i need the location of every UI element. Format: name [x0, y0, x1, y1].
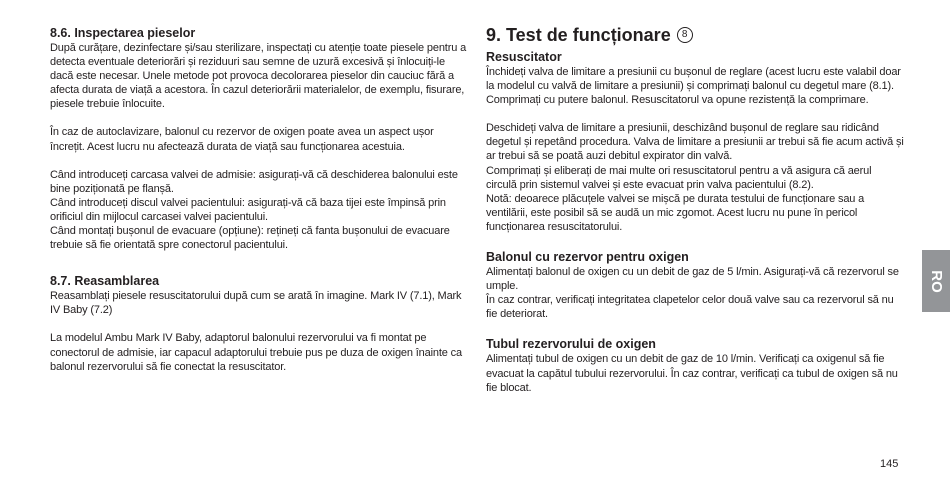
resuscitator-paragraph-1: Închideți valva de limitare a presiunii cu bușonul de reglare (acest lucru este valabil doar la modelul cu valvă de limitare a presiunii) și comprimați balonul cu degetul mare (8.1). Comprimați cu putere balonul. Resuscitatorul va opune rezistență la comprimare.	[486, 66, 901, 107]
resuscitator-paragraph-3: Comprimați și eliberați de mai multe ori resuscitatorul pentru a vă asigura că aerul circulă prin sistemul valvei și este evacuat prin valva pacientului (8.2).	[486, 164, 872, 191]
language-tab-label: RO	[927, 269, 945, 293]
section-8-7-heading: 8.7. Reasamblarea	[50, 274, 160, 289]
circled-number-icon: 8	[677, 27, 693, 43]
section-8-7-paragraph-2: La modelul Ambu Mark IV Baby, adaptorul balonului rezervorului va fi montat pe conectorul de admisie, iar capacul adaptorului trebuie pus pe duza de oxigen înainte ca balonul rezervorului să fie conectat la resuscitator.	[50, 332, 462, 373]
section-8-6-paragraph-3a: Când introduceți carcasa valvei de admisie: asigurați-vă că deschiderea balonului este bine poziționată pe flanșă.	[50, 168, 458, 195]
section-8-6-paragraph-1: După curățare, dezinfectare și/sau sterilizare, inspectați cu atenție toate piesele pentru a detecta eventuale deteriorări și reziduuri sau semne de uzură excesivă și înlocuiți-le dacă este necesar. Unele metode pot provoca decolorarea pieselor din cauciuc fără a afecta durata de viață a acestora. În cazul deteriorării materialelor, de exemplu, fisurare, piesele trebuie înlocuite.	[50, 42, 467, 111]
resuscitator-note: Notă: deoarece plăcuțele valvei se mișcă pe durata testului de funcționare sau a ventilării, este posibil să se audă un mic zgomot. Acest lucru nu pune în pericol funcționarea resuscitatorului.	[486, 192, 865, 233]
section-8-6-paragraph-3c: Când montați bușonul de evacuare (opțiune): rețineți că fanta bușonului de evacuare trebuie să fie orientată spre conectorul pacientului.	[50, 225, 450, 252]
oxygen-tube-heading: Tubul rezervorului de oxigen	[486, 337, 656, 352]
left-column	[50, 26, 468, 374]
page-number: 145	[880, 458, 899, 470]
language-tab	[922, 250, 950, 312]
section-8-7-paragraph-1: Reasamblați piesele resuscitatorului după cum se arată în imagine. Mark IV (7.1), Mark IV Baby (7.2)	[50, 290, 462, 317]
right-column	[486, 24, 904, 395]
section-8-6-paragraph-2: În caz de autoclavizare, balonul cu rezervor de oxigen poate avea un aspect ușor încrețit. Acest lucru nu afectează durata de viață sau funcționarea acestuia.	[50, 126, 434, 153]
resuscitator-paragraph-2: Deschideți valva de limitare a presiunii, deschizând bușonul de reglare sau ridicând degetul și repetând procedura. Valva de limitare a presiunii ar trebui să fie acum activă și ar trebui să se poată auzi debitul expirator din valvă.	[486, 122, 904, 163]
section-8-6-heading: 8.6. Inspectarea pieselor	[50, 26, 196, 40]
oxygen-tube-paragraph-1: Alimentați tubul de oxigen cu un debit de gaz de 10 l/min. Verificați ca oxigenul să fie evacuat la capătul tubului rezervorului. În caz contrar, verificați ca tubul de oxigen să nu fie blocat.	[486, 353, 898, 394]
section-9-title: 9. Test de funcționare	[486, 25, 671, 45]
section-8-6-paragraph-3b: Când introduceți discul valvei pacientului: asigurați-vă că baza tijei este împinsă prin orificiul din mijlocul carcasei valvei pacientului.	[50, 196, 446, 223]
resuscitator-heading: Resuscitator	[486, 50, 562, 64]
oxygen-bag-heading: Balonul cu rezervor pentru oxigen	[486, 250, 689, 265]
oxygen-bag-paragraph-2: În caz contrar, verificați integritatea clapetelor celor două valve sau ca rezervorul să nu fie deteriorat.	[486, 294, 894, 321]
section-9-heading	[486, 24, 904, 46]
oxygen-bag-paragraph-1: Alimentați balonul de oxigen cu un debit de gaz de 5 l/min. Asigurați-vă că rezervorul se umple.	[486, 266, 899, 293]
